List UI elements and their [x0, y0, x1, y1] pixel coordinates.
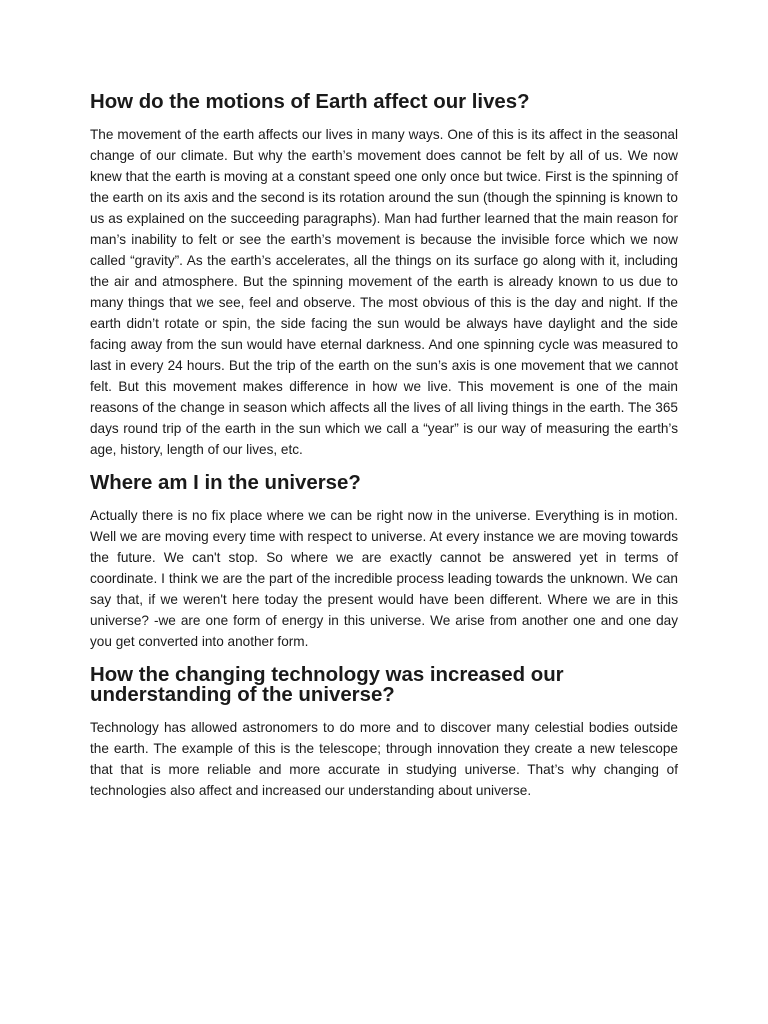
section-body-where-am-i: Actually there is no fix place where we can be right now in the universe. Everything is in motion. Well we are moving every time with respect to universe. At every instance we are moving towards the future. We can't stop. So where we are exactly cannot be answered yet in terms of coordinate. I think we are the part of the incredible process leading towards the unknown. We can say that, if we weren't here today the present would have been different. Where we are in this universe? -we are one form of energy in this universe. We arise from another one and one day you get converted into another form. [90, 508, 678, 649]
section-body-earth-motions: The movement of the earth affects our lives in many ways. One of this is its affect in the seasonal change of our climate. But why the earth’s movement does cannot be felt by all of us. We now knew that the earth is moving at a constant speed one only once but twice. First is the spinning of the earth on its axis and the second is its rotation around the sun (though the spinning is known to us as explained on the succeeding paragraphs). Man had further learned that the main reason for man’s inability to felt or see the earth’s movement is because the invisible force which we now called “gravity”. As the earth’s accelerates, all the things on its surface go along with it, including the air and atmosphere. But the spinning movement of the earth is already known to us due to many things that we see, feel and observe. The most obvious of this is the day and night. If the earth didn’t rotate or spin, the side facing the sun would be always have daylight and the side facing away from the sun would have eternal darkness. And one spinning cycle was measured to last in every 24 hours. But the trip of the earth on the sun’s axis is one movement that we cannot felt. But this movement makes difference in how we live. This movement is one of the main reasons of the change in season which affects all the lives of all living things in the earth. The 365 days round trip of the earth in the sun which we call a “year” is our way of measuring the earth’s age, history, length of our lives, etc. [90, 127, 678, 457]
section-heading-earth-motions: How do the motions of Earth affect our lives? [90, 91, 530, 113]
section-body-technology: Technology has allowed astronomers to do more and to discover many celestial bodies outside the earth. The example of this is the telescope; through innovation they create a new telescope that that is more reliable and more accurate in studying universe. That’s why changing of technologies also affect and increased our understanding about universe. [90, 720, 678, 798]
document-page [90, 92, 678, 814]
section-heading-technology: How the changing technology was increased our understanding of the universe? [90, 664, 564, 706]
section-heading-where-am-i: Where am I in the universe? [90, 472, 361, 494]
